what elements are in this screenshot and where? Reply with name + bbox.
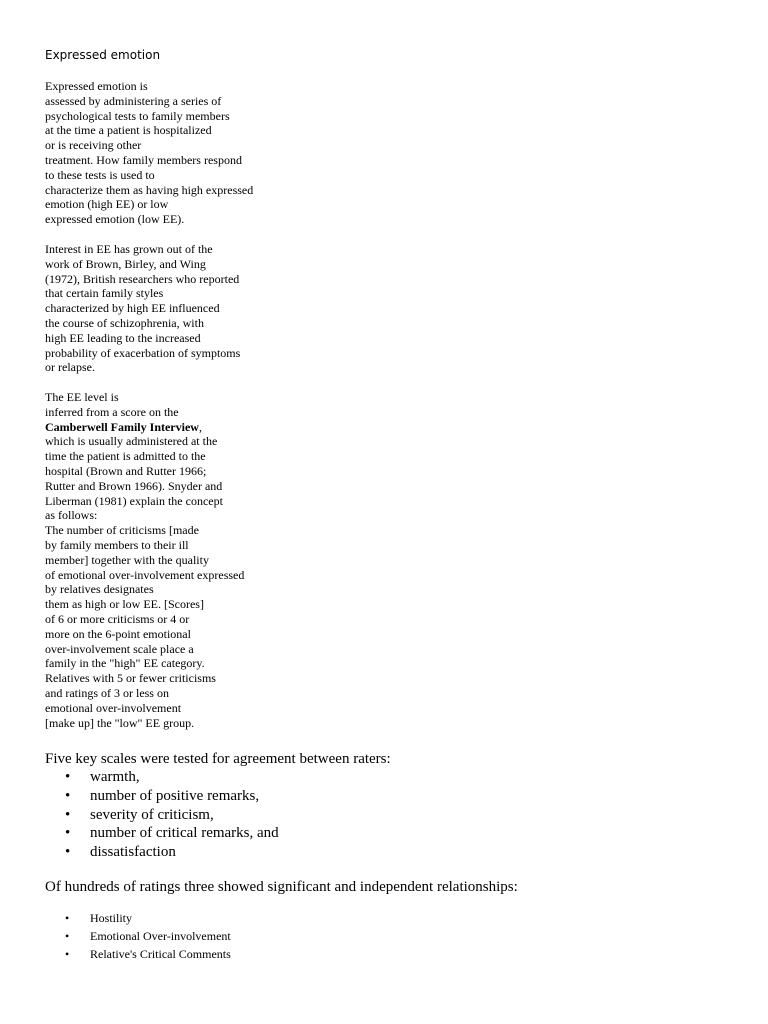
text-line: as follows:: [45, 508, 98, 523]
text-line: probability of exacerbation of symptoms: [45, 345, 241, 360]
text-line: them as high or low EE. [Scores]: [45, 597, 204, 612]
text-line: work of Brown, Birley, and Wing: [45, 256, 206, 271]
list-item: [45, 787, 279, 806]
list-item-label: number of positive remarks,: [90, 787, 260, 804]
ratings-intro: Of hundreds of ratings three showed significant and independent relationships:: [45, 879, 518, 895]
list-item: [45, 910, 231, 928]
text-line: assessed by administering a series of: [45, 93, 222, 108]
list-item: [45, 946, 231, 964]
text-line: by family members to their ill: [45, 537, 189, 552]
bullet-icon: •: [65, 928, 70, 943]
text-line: The number of criticisms [made: [45, 523, 199, 538]
list-item-label: warmth,: [90, 769, 140, 785]
text-line: Relatives with 5 or fewer criticisms: [45, 671, 216, 686]
text-line: psychological tests to family members: [45, 108, 230, 123]
list-item: [45, 806, 279, 825]
bullet-icon: •: [65, 806, 71, 823]
text-line: characterize them as having high expressed: [45, 182, 254, 197]
text-line: [make up] the "low" EE group.: [45, 715, 195, 730]
text-line: the course of schizophrenia, with: [45, 315, 204, 330]
list-item-label: dissatisfaction: [90, 844, 176, 861]
text-line: Rutter and Brown 1966). Snyder and: [45, 478, 223, 493]
text-line: Expressed emotion is: [45, 79, 148, 93]
list-item-label: Hostility: [90, 911, 133, 925]
list-item: [45, 843, 279, 862]
bullet-icon: •: [65, 911, 70, 925]
paragraph-definition: [45, 79, 253, 227]
text-line: inferred from a score on the: [45, 404, 179, 419]
text-line: member] together with the quality: [45, 552, 209, 567]
text-line: family in the "high" EE category.: [45, 656, 205, 671]
text-line: treatment. How family members respond: [45, 152, 242, 167]
text-line: emotional over-involvement: [45, 700, 182, 715]
text-line: characterized by high EE influenced: [45, 301, 220, 316]
text-line: Liberman (1981) explain the concept: [45, 493, 223, 508]
text-line: or is receiving other: [45, 138, 142, 153]
text-line: more on the 6-point emotional: [45, 626, 191, 641]
bullet-icon: •: [65, 844, 71, 861]
list-item-label: number of critical remarks, and: [90, 825, 279, 842]
text-line: time the patient is admitted to the: [45, 449, 206, 464]
paragraph-measurement: [45, 390, 244, 730]
text-line: emotion (high EE) or low: [45, 197, 169, 212]
scales-list: [45, 768, 279, 862]
text-line: (1972), British researchers who reported: [45, 271, 240, 286]
text-line: to these tests is used to: [45, 167, 155, 182]
text-line: or relapse.: [45, 360, 95, 375]
list-item-label: Relative's Critical Comments: [90, 946, 231, 961]
paragraph-history: [45, 242, 240, 375]
text-line: high EE leading to the increased: [45, 330, 201, 345]
bullet-icon: •: [65, 825, 71, 842]
bullet-icon: •: [65, 769, 71, 785]
scales-intro: Five key scales were tested for agreement between raters:: [45, 751, 391, 767]
text-line: that certain family styles: [45, 286, 164, 301]
text-line: expressed emotion (low EE).: [45, 212, 185, 227]
text-line: and ratings of 3 or less on: [45, 685, 169, 700]
text-line: Interest in EE has grown out of the: [45, 242, 213, 256]
text-line: of 6 or more criticisms or 4 or: [45, 611, 190, 626]
bullet-icon: •: [65, 946, 70, 961]
bullet-icon: •: [65, 787, 71, 804]
text-line: hospital (Brown and Rutter 1966;: [45, 463, 207, 478]
list-item-label: Emotional Over-involvement: [90, 928, 231, 943]
list-item: [45, 824, 279, 843]
ratings-list: [45, 910, 231, 963]
text-line: The EE level is: [45, 390, 119, 404]
text-line: at the time a patient is hospitalized: [45, 123, 212, 138]
text-line: by relatives designates: [45, 582, 154, 597]
text-line: over-involvement scale place a: [45, 641, 194, 656]
section-heading: Expressed emotion: [45, 48, 161, 62]
list-item-label: severity of criticism,: [90, 806, 214, 823]
camberwell-term: Camberwell Family Interview: [45, 419, 199, 434]
text-line-bold: [45, 420, 244, 435]
term-suffix: ,: [198, 419, 202, 434]
text-line: which is usually administered at the: [45, 434, 218, 449]
text-line: of emotional over-involvement expressed: [45, 567, 245, 582]
list-item: [45, 928, 231, 946]
list-item: [45, 768, 279, 787]
